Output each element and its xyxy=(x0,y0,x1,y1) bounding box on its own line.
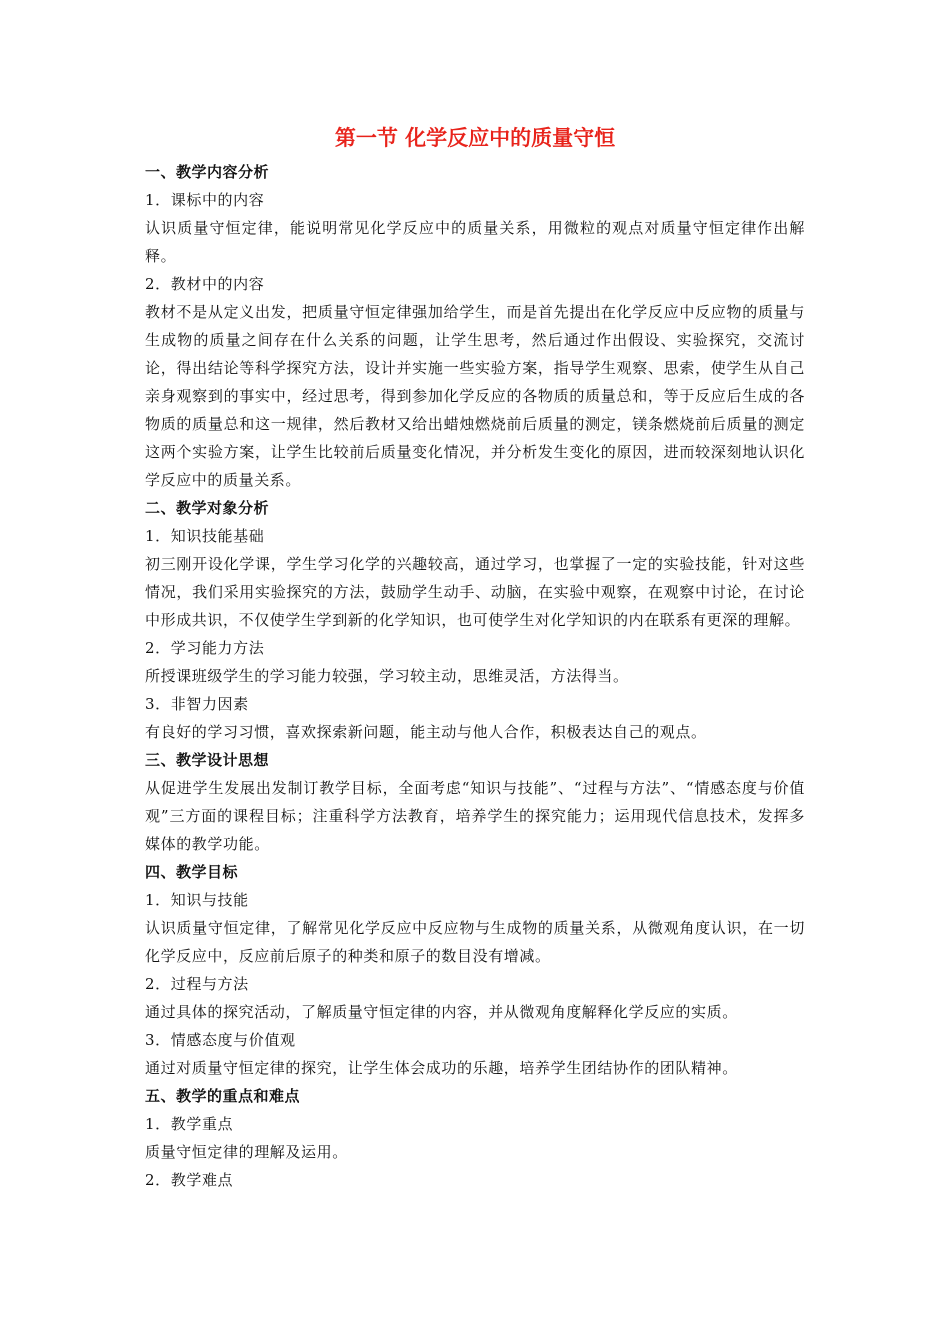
paragraph-process-and-method: 通过具体的探究活动，了解质量守恒定律的内容，并从微观角度解释化学反应的实质。 xyxy=(145,1003,738,1021)
section-heading-teaching-objectives: 四、教学目标 xyxy=(145,863,239,881)
section-heading-student-analysis: 二、教学对象分析 xyxy=(145,499,270,517)
document-page xyxy=(145,118,805,1194)
subheading-teaching-difficulty: 2．教学难点 xyxy=(145,1171,234,1189)
paragraph-knowledge-and-skills: 认识质量守恒定律，了解常见化学反应中反应物与生成物的质量关系，从微观角度认识，在一切化学反应中，反应前后原子的种类和原子的数目没有增减。 xyxy=(145,919,805,965)
paragraph-knowledge-skills-base: 初三刚开设化学课，学生学习化学的兴趣较高，通过学习，也掌握了一定的实验技能，针对这些情况，我们采用实验探究的方法，鼓励学生动手、动脑，在实验中观察，在观察中讨论，在讨论中形成共识，不仅使学生学到新的化学知识，也可使学生对化学知识的内在联系有更深的理解。 xyxy=(145,555,805,629)
section-heading-key-points-difficulties: 五、教学的重点和难点 xyxy=(145,1087,301,1105)
subheading-textbook-content: 2．教材中的内容 xyxy=(145,275,265,293)
paragraph-design-idea: 从促进学生发展出发制订教学目标，全面考虑“知识与技能”、“过程与方法”、“情感态度与价值观”三方面的课程目标；注重科学方法教育，培养学生的探究能力；运用现代信息技术，发挥多媒体的教学功能。 xyxy=(145,779,805,853)
section-heading-content-analysis: 一、教学内容分析 xyxy=(145,163,270,181)
subheading-knowledge-skills-base: 1．知识技能基础 xyxy=(145,527,265,545)
subheading-emotion-attitude-values: 3．情感态度与价值观 xyxy=(145,1031,296,1049)
section-heading-design-idea: 三、教学设计思想 xyxy=(145,751,270,769)
subheading-teaching-key-point: 1．教学重点 xyxy=(145,1115,234,1133)
paragraph-emotion-attitude-values: 通过对质量守恒定律的探究，让学生体会成功的乐趣，培养学生团结协作的团队精神。 xyxy=(145,1059,738,1077)
subheading-non-intellectual-factors: 3．非智力因素 xyxy=(145,695,249,713)
subheading-process-and-method: 2．过程与方法 xyxy=(145,975,249,993)
subheading-learning-ability: 2．学习能力方法 xyxy=(145,639,265,657)
paragraph-non-intellectual-factors: 有良好的学习习惯，喜欢探索新问题，能主动与他人合作，积极表达自己的观点。 xyxy=(145,723,707,741)
paragraph-learning-ability: 所授课班级学生的学习能力较强，学习较主动，思维灵活，方法得当。 xyxy=(145,667,629,685)
paragraph-curriculum-standard: 认识质量守恒定律，能说明常见化学反应中的质量关系，用微粒的观点对质量守恒定律作出解释。 xyxy=(145,219,805,265)
paragraph-teaching-key-point: 质量守恒定律的理解及运用。 xyxy=(145,1143,348,1161)
subheading-knowledge-and-skills: 1．知识与技能 xyxy=(145,891,249,909)
document-title: 第一节 化学反应中的质量守恒 xyxy=(334,126,616,150)
paragraph-textbook-content: 教材不是从定义出发，把质量守恒定律强加给学生，而是首先提出在化学反应中反应物的质量与生成物的质量之间存在什么关系的问题，让学生思考，然后通过作出假设、实验探究，交流讨论，得出结论等科学探究方法，设计并实施一些实验方案，指导学生观察、思索，使学生从自己亲身观察到的事实中，经过思考，得到参加化学反应的各物质的质量总和，等于反应后生成的各物质的质量总和这一规律，然后教材又给出蜡烛燃烧前后质量的测定，镁条燃烧前后质量的测定这两个实验方案，让学生比较前后质量变化情况，并分析发生变化的原因，进而较深刻地认识化学反应中的质量关系。 xyxy=(145,303,805,489)
subheading-curriculum-standard: 1．课标中的内容 xyxy=(145,191,265,209)
